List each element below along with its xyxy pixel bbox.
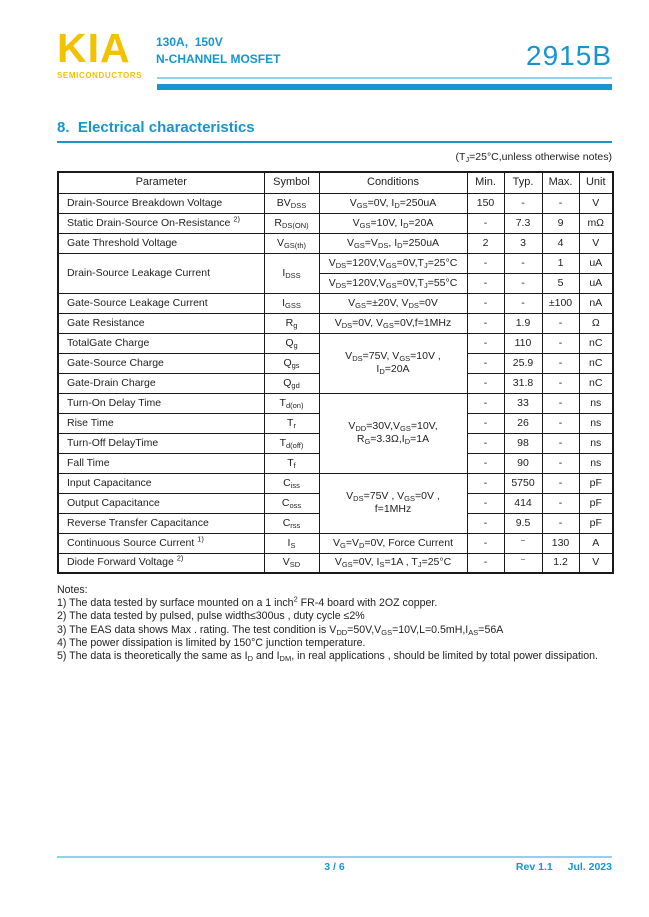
table-cell: nA <box>579 293 613 313</box>
table-cell: 33 <box>504 393 542 413</box>
column-header: Symbol <box>264 172 319 193</box>
table-cell: $Q_{gs}$ <box>264 353 319 373</box>
table-cell: ⁻ <box>504 533 542 553</box>
table-cell: 1.2 <box>542 553 579 573</box>
spec-table-body <box>58 193 613 573</box>
table-cell: $T_f$ <box>264 453 319 473</box>
table-cell: Static Drain-Source On-Resistance $^{2)}$ <box>58 213 264 233</box>
page-indicator: 3 / 6 <box>324 861 345 873</box>
part-number: 2915B <box>526 40 612 71</box>
revision-number: Rev 1.1 <box>515 861 553 873</box>
table-cell: Input Capacitance <box>58 473 264 493</box>
table-cell: ns <box>579 413 613 433</box>
table-cell: 5750 <box>504 473 542 493</box>
table-row <box>58 393 613 413</box>
table-cell: - <box>542 193 579 213</box>
table-cell: - <box>542 353 579 373</box>
table-cell: $I_{DSS}$ <box>264 253 319 293</box>
table-cell: - <box>467 533 504 553</box>
table-cell: Turn-Off DelayTime <box>58 433 264 453</box>
table-cell: - <box>467 553 504 573</box>
table-cell: - <box>542 373 579 393</box>
table-row <box>58 333 613 353</box>
table-cell: $V_G=V_D=0V$, Force Current <box>319 533 467 553</box>
table-cell: - <box>542 333 579 353</box>
table-cell: - <box>504 273 542 293</box>
column-header: Parameter <box>58 172 264 193</box>
table-cell: pF <box>579 513 613 533</box>
table-cell: - <box>504 253 542 273</box>
header-rule-thin <box>157 77 612 79</box>
table-cell: - <box>467 213 504 233</box>
table-cell: $V_{GS(th)}$ <box>264 233 319 253</box>
table-cell: 414 <box>504 493 542 513</box>
table-cell: ns <box>579 453 613 473</box>
table-cell: mΩ <box>579 213 613 233</box>
table-cell: Drain-Source Leakage Current <box>58 253 264 293</box>
table-cell: - <box>467 333 504 353</box>
table-cell: Continuous Source Current $^{1)}$ <box>58 533 264 553</box>
table-cell: Reverse Transfer Capacitance <box>58 513 264 533</box>
table-cell: - <box>467 493 504 513</box>
table-cell: $Q_g$ <box>264 333 319 353</box>
column-header: Min. <box>467 172 504 193</box>
brand-block <box>57 26 167 80</box>
table-cell: Gate-Drain Charge <box>58 373 264 393</box>
table-cell: ns <box>579 433 613 453</box>
notes-heading: Notes: <box>57 584 88 596</box>
table-cell: 31.8 <box>504 373 542 393</box>
table-cell: 26 <box>504 413 542 433</box>
note-line-3: 3) The EAS data shows Max . rating. The test condition is $V_{DD}=50V,V_{GS}=10V,L=0.5mH,I_{AS}=56A$ <box>57 623 504 637</box>
table-cell: 90 <box>504 453 542 473</box>
table-cell: A <box>579 533 613 553</box>
table-cell: - <box>542 393 579 413</box>
table-cell: - <box>467 373 504 393</box>
table-cell: nC <box>579 373 613 393</box>
table-cell: $R_g$ <box>264 313 319 333</box>
table-cell: - <box>467 273 504 293</box>
table-cell: - <box>467 473 504 493</box>
table-cell: Fall Time <box>58 453 264 473</box>
table-cell: $V_{SD}$ <box>264 553 319 573</box>
table-cell: $V_{GS}=10V$, $I_D=20A$ <box>319 213 467 233</box>
header-device-summary <box>156 34 280 68</box>
table-row <box>58 473 613 493</box>
table-cell: Turn-On Delay Time <box>58 393 264 413</box>
table-cell: Gate-Source Charge <box>58 353 264 373</box>
section-title: 8. Electrical characteristics <box>57 119 255 136</box>
table-cell: - <box>467 393 504 413</box>
table-cell: $V_{DS}=75V$ , $V_{GS}=0V$ , f=1MHz <box>319 473 467 533</box>
table-cell: - <box>467 453 504 473</box>
column-header: Typ. <box>504 172 542 193</box>
column-header: Unit <box>579 172 613 193</box>
table-cell: $T_r$ <box>264 413 319 433</box>
table-cell: $Q_{gd}$ <box>264 373 319 393</box>
column-header: Max. <box>542 172 579 193</box>
table-row <box>58 533 613 553</box>
table-cell: $T_{d(on)}$ <box>264 393 319 413</box>
header-rule-thick <box>157 84 612 90</box>
table-cell: - <box>467 413 504 433</box>
table-cell: Diode Forward Voltage $^{2)}$ <box>58 553 264 573</box>
table-cell: - <box>542 453 579 473</box>
table-row <box>58 193 613 213</box>
table-cell: - <box>542 473 579 493</box>
spec-table-head <box>58 172 613 193</box>
table-cell: V <box>579 233 613 253</box>
table-cell: TotalGate Charge <box>58 333 264 353</box>
table-cell: ⁻ <box>504 553 542 573</box>
table-cell: $V_{DS}=75V$, $V_{GS}=10V$ , $I_D=20A$ <box>319 333 467 393</box>
revision-date: Jul. 2023 <box>567 861 612 873</box>
table-row <box>58 233 613 253</box>
table-cell: Ω <box>579 313 613 333</box>
table-cell: Rise Time <box>58 413 264 433</box>
table-cell: - <box>467 313 504 333</box>
table-cell: Output Capacitance <box>58 493 264 513</box>
table-cell: $V_{GS}=0V$, $I_S=1A$ , $T_J=25^\circ C$ <box>319 553 467 573</box>
table-cell: 4 <box>542 233 579 253</box>
table-cell: $V_{DS}=120V,V_{GS}=0V,T_J=25^\circ C$ <box>319 253 467 273</box>
table-cell: pF <box>579 473 613 493</box>
table-cell: $T_{d(off)}$ <box>264 433 319 453</box>
table-row <box>58 313 613 333</box>
table-cell: $C_{rss}$ <box>264 513 319 533</box>
table-cell: - <box>542 413 579 433</box>
brand-subtitle: SEMICONDUCTORS <box>57 71 143 80</box>
table-cell: uA <box>579 273 613 293</box>
table-cell: 9 <box>542 213 579 233</box>
table-cell: $BV_{DSS}$ <box>264 193 319 213</box>
note-line-2: 2) The data tested by pulsed, pulse width≤300us , duty cycle ≤2% <box>57 610 365 623</box>
header-device-type: N-CHANNEL MOSFET <box>156 52 281 66</box>
column-header: Conditions <box>319 172 467 193</box>
table-cell: $R_{DS(ON)}$ <box>264 213 319 233</box>
table-cell: 1 <box>542 253 579 273</box>
note-line-1: 1) The data tested by surface mounted on a 1 inch$^2$ FR-4 board with 2OZ copper. <box>57 594 438 610</box>
table-cell: V <box>579 193 613 213</box>
table-cell: 7.3 <box>504 213 542 233</box>
notes <box>57 584 615 663</box>
table-cell: $I_{GSS}$ <box>264 293 319 313</box>
table-cell: $V_{GS}=V_{DS}$, $I_D=250uA$ <box>319 233 467 253</box>
revision-info <box>516 861 612 873</box>
table-cell: - <box>542 433 579 453</box>
table-cell: - <box>467 433 504 453</box>
conditions-note: ($T_J=25^\circ C,unless$ otherwise notes) <box>455 151 612 164</box>
table-cell: ±100 <box>542 293 579 313</box>
table-cell: $C_{oss}$ <box>264 493 319 513</box>
table-cell: nC <box>579 333 613 353</box>
table-cell: - <box>467 293 504 313</box>
table-cell: - <box>542 513 579 533</box>
table-cell: Gate-Source Leakage Current <box>58 293 264 313</box>
table-cell: V <box>579 553 613 573</box>
table-cell: - <box>467 353 504 373</box>
kia-logo: KIA <box>57 25 131 71</box>
table-cell: - <box>542 313 579 333</box>
table-cell: - <box>467 253 504 273</box>
header-rating: 130A, 150V <box>156 35 223 49</box>
footer-rule <box>57 856 612 858</box>
table-cell: 3 <box>504 233 542 253</box>
spec-table <box>57 171 614 574</box>
table-cell: $V_{DS}=0V$, $V_{GS}=0V,f=1MHz$ <box>319 313 467 333</box>
table-cell: Drain-Source Breakdown Voltage <box>58 193 264 213</box>
table-cell: uA <box>579 253 613 273</box>
table-cell: 1.9 <box>504 313 542 333</box>
table-cell: 98 <box>504 433 542 453</box>
table-cell: $V_{GS}=0V$, $I_D=250uA$ <box>319 193 467 213</box>
table-cell: 25.9 <box>504 353 542 373</box>
table-cell: 2 <box>467 233 504 253</box>
table-row <box>58 293 613 313</box>
table-cell: 110 <box>504 333 542 353</box>
table-cell: 150 <box>467 193 504 213</box>
table-cell: $V_{DS}=120V,V_{GS}=0V,T_J=55^\circ C$ <box>319 273 467 293</box>
note-line-4: 4) The power dissipation is limited by 150°C junction temperature. <box>57 636 366 649</box>
table-cell: $C_{iss}$ <box>264 473 319 493</box>
table-cell: pF <box>579 493 613 513</box>
table-cell: - <box>542 493 579 513</box>
table-cell: - <box>467 513 504 533</box>
section-underline <box>57 141 612 143</box>
table-cell: 9.5 <box>504 513 542 533</box>
table-row <box>58 553 613 573</box>
spec-table-header-row <box>58 172 613 193</box>
table-cell: Gate Threshold Voltage <box>58 233 264 253</box>
table-cell: Gate Resistance <box>58 313 264 333</box>
table-row <box>58 213 613 233</box>
table-cell: - <box>504 193 542 213</box>
table-cell: ns <box>579 393 613 413</box>
table-cell: nC <box>579 353 613 373</box>
table-cell: $V_{DD}=30V,V_{GS}=10V$, $R_G=3.3\Omega,I_D=1A$ <box>319 393 467 473</box>
note-line-5: 5) The data is theoretically the same as $I_D$ and $I_{DM}$, in real applications , should be limited by total power dissipation. <box>57 650 599 664</box>
table-row <box>58 253 613 273</box>
table-cell: 130 <box>542 533 579 553</box>
table-cell: - <box>504 293 542 313</box>
table-cell: $I_S$ <box>264 533 319 553</box>
table-cell: 5 <box>542 273 579 293</box>
table-cell: $V_{GS}=\pm 20V$, $V_{DS}=0V$ <box>319 293 467 313</box>
